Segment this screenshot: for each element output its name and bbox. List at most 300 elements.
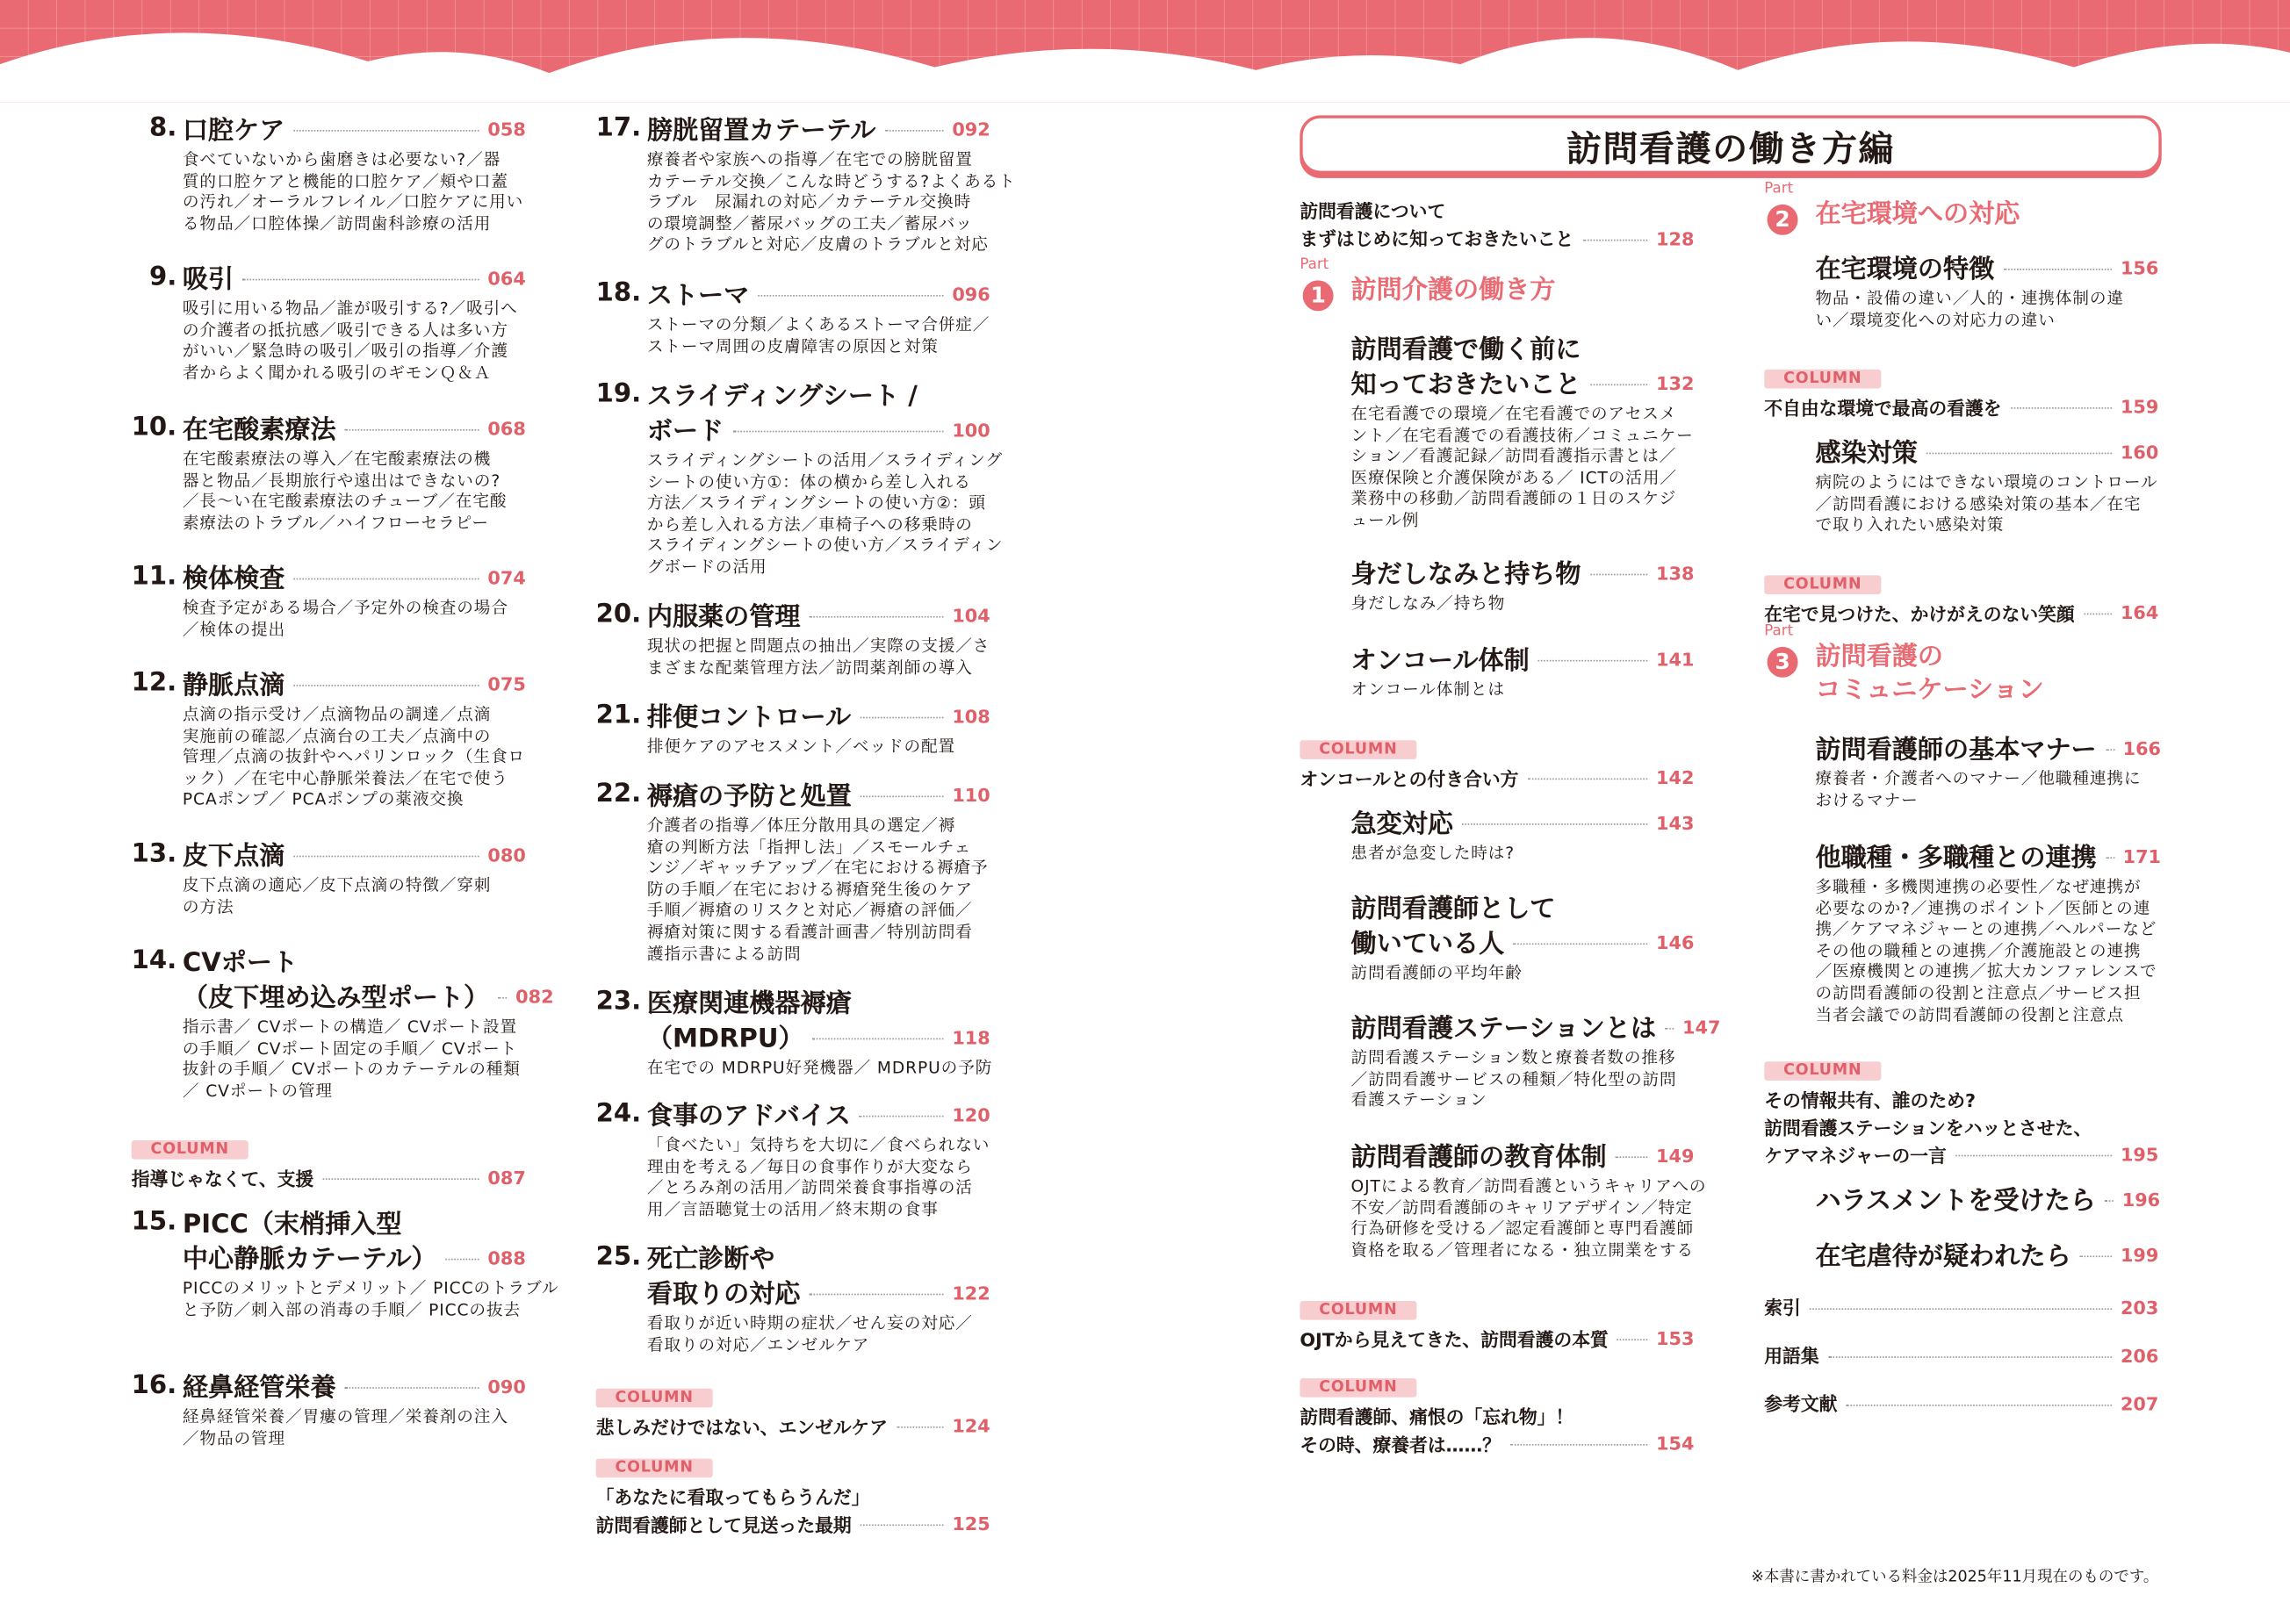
chapter-entry[interactable] — [595, 1096, 990, 1221]
entry-title-line — [647, 597, 990, 632]
page-number: 104 — [952, 603, 990, 626]
page-number: 138 — [1656, 561, 1695, 584]
page-number: 092 — [952, 117, 990, 140]
part-title — [1815, 640, 2158, 708]
chapter-entry[interactable] — [595, 777, 990, 966]
entry-title: 知っておきたいこと — [1350, 370, 1581, 399]
entry-title-line — [647, 1096, 990, 1132]
entry-title-line — [647, 1275, 990, 1310]
backmatter-entry[interactable] — [1764, 1293, 2158, 1321]
description-line: グのトラブルと対応／皮膚のトラブルと対応 — [646, 235, 989, 255]
entry-title: ハラスメントを受けたら — [1815, 1186, 2096, 1216]
entry-title-line — [183, 943, 526, 978]
description-line: 護指示書による訪問 — [646, 944, 802, 964]
part-title-line: コミュニケーション — [1815, 675, 2044, 705]
chapter-entry[interactable] — [131, 410, 526, 535]
section-entry[interactable] — [1350, 1009, 1721, 1112]
description-line: 排便ケアのアセスメント／ベッドの配置 — [646, 737, 956, 757]
entry-title-line — [647, 1019, 990, 1054]
description-line: ック）／在宅中心静脈栄養法／在宅で使う — [182, 769, 508, 788]
chapter-entry[interactable] — [131, 943, 554, 1103]
entry-title: 訪問看護師、痛恨の「忘れ物」！ — [1300, 1405, 1574, 1427]
entry-title: 経鼻経管栄養 — [182, 1373, 336, 1403]
entry-title-line — [1300, 224, 1694, 252]
chapter-number: 16. — [131, 1370, 177, 1401]
section-entry[interactable] — [1815, 1237, 2158, 1272]
entry-title: 指導じゃなくて、支援 — [131, 1167, 314, 1189]
description-line: 現状の把握と問題点の抽出／実際の支援／さ — [646, 636, 990, 656]
dotted-leader — [293, 129, 479, 131]
description-line: ／物品の管理 — [182, 1428, 286, 1448]
entry-title-line — [1351, 365, 1695, 400]
section-entry[interactable] — [1815, 249, 2158, 331]
chapter-number: 23. — [595, 987, 642, 1017]
page-number: 125 — [952, 1513, 990, 1535]
entry-description — [1815, 878, 2158, 1027]
dotted-leader — [322, 1178, 479, 1180]
description-line: ／訪問看護における感染対策の基本／在宅 — [1815, 494, 2142, 514]
part-heading — [1764, 622, 2158, 708]
page-number: 120 — [952, 1103, 990, 1125]
scalloped-header-banner — [0, 0, 2290, 102]
section-entry[interactable] — [1815, 730, 2162, 812]
part-title-line: 訪問看護の — [1815, 642, 1944, 672]
entry-title-line — [1351, 804, 1695, 839]
description-line: PCAポンプ／ PCAポンプの薬液交換 — [182, 790, 464, 810]
entry-title-line — [183, 559, 526, 594]
entry-description — [1351, 964, 1695, 985]
chapter-entry[interactable] — [148, 111, 526, 235]
dotted-leader — [1509, 1444, 1647, 1446]
entry-description — [647, 1314, 990, 1357]
entry-description — [647, 315, 990, 358]
description-line: グボードの活用 — [646, 557, 767, 577]
entry-title: 不自由な環境で最高の看護を — [1764, 396, 2002, 419]
entry-title: オンコール体制 — [1350, 646, 1530, 676]
entry-title: 吸引 — [182, 264, 234, 295]
chapter-entry[interactable] — [148, 260, 526, 384]
description-line: OJTによる教育／訪問看護というキャリアへの — [1350, 1176, 1707, 1196]
entry-title-line — [1351, 555, 1695, 590]
page-number: 122 — [952, 1281, 990, 1304]
entry-title-line — [1764, 1112, 2158, 1140]
column-badge: COLUMN — [1300, 740, 1416, 759]
description-line: 検査予定がある場合／予定外の検査の場合 — [182, 598, 508, 618]
dotted-leader — [1665, 1027, 1674, 1029]
description-line: 物品・設備の違い／人的・連携体制の違 — [1815, 289, 2124, 308]
description-line: 「食べたい」気持ちを大切に／食べられない — [646, 1136, 990, 1155]
page-number: 160 — [2120, 440, 2159, 463]
entry-description — [1815, 473, 2158, 537]
entry-description — [1351, 594, 1695, 615]
entry-title-line — [647, 111, 990, 146]
description-line: 在宅での MDRPU好発機器／ MDRPUの予防 — [646, 1058, 993, 1078]
entry-title: 索引 — [1764, 1297, 1801, 1319]
section-entry[interactable] — [1815, 838, 2162, 1027]
column-entry[interactable] — [1300, 1369, 1694, 1457]
page-number: 118 — [952, 1025, 990, 1048]
entry-description — [183, 599, 526, 642]
dotted-leader — [1462, 823, 1647, 824]
entry-title-line — [1815, 249, 2158, 284]
entry-title-line — [1764, 392, 2158, 420]
description-line: 訪問看護ステーション数と療養者数の推移 — [1350, 1048, 1676, 1067]
description-line: の方法 — [182, 897, 234, 916]
chapter-entry[interactable] — [595, 597, 990, 679]
entry-title: （MDRPU） — [646, 1024, 804, 1054]
dotted-leader — [1617, 1339, 1647, 1340]
section-entry[interactable] — [1815, 434, 2158, 537]
section-entry[interactable] — [1351, 641, 1695, 701]
description-line: 素療法のトラブル／ハイフローセラピー — [182, 514, 489, 533]
entry-description — [647, 816, 990, 966]
description-line: 管理／点滴の抜針やヘパリンロック（生食ロ — [182, 747, 526, 767]
dotted-leader — [897, 1426, 943, 1428]
description-line: 携／ケアマネジャーとの連携／ヘルパーなど — [1815, 920, 2157, 939]
part-label: Part — [1764, 622, 1794, 639]
description-line: 必要なのか?／連携のポイント／医師との連 — [1815, 898, 2151, 918]
dotted-leader — [1828, 1355, 2112, 1357]
entry-title-line — [1350, 1009, 1721, 1044]
chapter-entry[interactable] — [131, 665, 526, 811]
entry-title-line — [1351, 1138, 1695, 1173]
description-line: 多職種・多機関連携の必要性／なぜ連携が — [1815, 877, 2142, 897]
intro-entry[interactable] — [1300, 197, 1694, 252]
entry-title-line — [1815, 1182, 2161, 1217]
entry-description — [647, 1136, 990, 1221]
entry-title: 訪問看護について — [1300, 199, 1446, 222]
column-badge: COLUMN — [132, 1140, 248, 1160]
chapter-entry[interactable] — [595, 1240, 990, 1356]
section-entry[interactable] — [1351, 889, 1695, 985]
entry-title: 口腔ケア — [182, 116, 285, 146]
entry-title: ケアマネジャーの一言 — [1764, 1144, 1947, 1167]
column-badge: COLUMN — [1300, 1301, 1416, 1320]
entry-description — [1815, 289, 2158, 332]
description-line: 在宅酸素療法の導入／在宅酸素療法の機 — [182, 449, 492, 469]
page-number: 156 — [2120, 255, 2159, 278]
entry-title: 在宅酸素療法 — [182, 415, 336, 445]
description-line: 実施前の確認／点滴台の工夫／点滴中の — [182, 726, 492, 746]
entry-title: 用語集 — [1764, 1344, 1819, 1367]
dotted-leader — [498, 996, 507, 998]
description-line: 者からよく聞かれる吸引のギモンＱ＆Ａ — [182, 363, 492, 383]
description-line: ／とろみ剤の活用／訪問栄養食事指導の活 — [646, 1178, 973, 1198]
description-line: ／医療機関との連携／拡大カンファレンスで — [1815, 962, 2157, 982]
entry-title-line — [596, 1482, 990, 1510]
entry-title: その情報共有、誰のため? — [1764, 1088, 1977, 1110]
entry-title-line — [647, 777, 990, 812]
entry-title-line — [1351, 924, 1695, 959]
entry-title: 「あなたに看取ってもらうんだ」 — [595, 1485, 870, 1508]
description-line: 器と物品／長期旅行や遠出はできないの? — [182, 471, 501, 491]
backmatter-entry[interactable] — [1764, 1341, 2158, 1369]
column-badge: COLUMN — [1764, 370, 1881, 389]
entry-title-line — [1300, 1325, 1694, 1353]
chapter-entry[interactable] — [595, 984, 993, 1080]
footnote: ※本書に書かれている料金は2025年11月現在のものです。 — [1751, 1568, 2159, 1586]
description-line: ／長〜い在宅酸素療法のチューブ／在宅酸 — [182, 492, 508, 512]
column-entry[interactable] — [596, 1450, 990, 1538]
description-line: 不安／訪問看護師のキャリアデザイン／特定 — [1350, 1197, 1693, 1218]
description-line: スライディングシートの活用／スライディング — [646, 450, 1003, 471]
dotted-leader — [345, 1386, 479, 1388]
section-entry[interactable] — [1815, 1182, 2161, 1217]
page-number: 064 — [487, 266, 526, 289]
dotted-leader — [2106, 748, 2114, 750]
chapter-number: 11. — [131, 562, 177, 592]
page-number: 207 — [2120, 1391, 2159, 1414]
chapter-number: 22. — [595, 780, 642, 809]
entry-title-line — [182, 978, 554, 1013]
page-number: 132 — [1656, 371, 1695, 394]
description-line: ／検体の提出 — [182, 620, 286, 639]
description-line: ション／看護記録／訪問看護指示書とは／ — [1350, 447, 1677, 466]
column-title — [1764, 1085, 2158, 1168]
description-line: 療養者・介護者へのマナー／他職種連携に — [1815, 769, 2142, 789]
entry-description — [1351, 844, 1695, 865]
description-line: ラブル 尿漏れの対応／カテーテル交換時 — [646, 192, 972, 212]
description-line: の訪問看護師の役割と注意点／サービス担 — [1815, 984, 2142, 1003]
dotted-leader — [1538, 659, 1647, 661]
entry-title: 排便コントロール — [646, 702, 852, 733]
entry-title: その時、療養者は……？ — [1300, 1433, 1501, 1455]
description-line: る物品／口腔体操／訪問歯科診療の活用 — [182, 214, 492, 234]
entry-title-line — [1764, 1293, 2158, 1321]
dotted-leader — [809, 615, 943, 617]
description-line: 業務中の移動／訪問看護師の１日のスケジ — [1350, 489, 1677, 509]
entry-title-line — [183, 1240, 526, 1275]
part-number-circle-icon: 1 — [1303, 280, 1334, 311]
page-number: 090 — [487, 1374, 526, 1397]
column-title — [1300, 764, 1694, 792]
description-line: 瘡の判断方法「指押し法」／スモールチェ — [646, 837, 972, 857]
entry-title-line — [1764, 1390, 2158, 1418]
chapter-entry[interactable] — [131, 1204, 559, 1321]
description-line: スライディングシートの使い方／スライディン — [646, 536, 1004, 556]
chapter-entry[interactable] — [131, 559, 526, 641]
entry-description — [646, 450, 1004, 579]
dotted-leader — [1527, 779, 1647, 780]
dotted-leader — [2106, 857, 2114, 859]
chapter-entry[interactable] — [131, 1369, 526, 1450]
page-number: 128 — [1656, 226, 1695, 249]
column-entry[interactable] — [596, 1380, 990, 1440]
entry-title: 医療関連機器褥瘡 — [646, 988, 852, 1019]
entry-description — [183, 150, 526, 235]
entry-description — [646, 150, 1016, 256]
part-title — [1351, 274, 1695, 307]
entry-title: オンコールとの付き合い方 — [1300, 767, 1519, 790]
column-title — [1764, 392, 2158, 420]
entry-title: 悲しみだけではない、エンゼルケア — [595, 1415, 888, 1438]
chapter-entry[interactable] — [131, 837, 526, 918]
dotted-leader — [1616, 1156, 1647, 1158]
entry-title-line — [1351, 889, 1695, 924]
page-number: 088 — [487, 1246, 526, 1268]
column-title — [596, 1412, 990, 1440]
page-number: 087 — [487, 1166, 526, 1189]
description-line: 身だしなみ／持ち物 — [1350, 593, 1506, 614]
dotted-leader — [758, 294, 943, 296]
description-line: の手順／ CVポート固定の手順／ CVポート — [182, 1038, 518, 1059]
dotted-leader — [2084, 614, 2112, 615]
page-number: 142 — [1656, 766, 1695, 789]
entry-title: 在宅環境の特徴 — [1815, 255, 1995, 284]
dotted-leader — [809, 1293, 943, 1295]
page-number: 153 — [1656, 1326, 1695, 1349]
page-number: 146 — [1656, 931, 1695, 953]
entry-title-line — [183, 1204, 526, 1240]
column-entry[interactable] — [132, 1132, 526, 1191]
entry-title: 膀胱留置カテーテル — [646, 116, 876, 146]
description-line: カテーテル交換／こんな時どうする?よくあるト — [646, 171, 1016, 191]
entry-title: 感染対策 — [1815, 438, 1918, 469]
description-line: ント／在宅看護での看護技術／コミュニケー — [1350, 426, 1694, 445]
entry-description — [183, 449, 526, 535]
description-line: 療養者や家族への指導／在宅での膀胱留置 — [646, 150, 973, 169]
entry-title-line — [1815, 838, 2162, 873]
chapter-entry[interactable] — [595, 111, 1016, 256]
description-line: おけるマナー — [1815, 790, 1919, 810]
part-label: Part — [1764, 180, 1794, 197]
description-line: 在宅看護での環境／在宅看護でのアセスメ — [1350, 404, 1677, 424]
entry-title-line — [647, 412, 990, 447]
dotted-leader — [446, 1258, 479, 1260]
dotted-leader — [884, 129, 943, 131]
entry-title: CVポート — [182, 948, 299, 978]
page-number: 149 — [1656, 1144, 1695, 1167]
column-badge: COLUMN — [596, 1459, 713, 1478]
section-entry[interactable] — [1351, 330, 1695, 532]
section-entry[interactable] — [1351, 555, 1695, 615]
column-entry[interactable] — [1764, 566, 2158, 626]
entry-title: スライディングシート / — [646, 381, 918, 412]
part-heading — [1300, 255, 1694, 308]
dotted-leader — [1810, 1307, 2112, 1309]
dotted-leader — [293, 684, 479, 686]
column-entry[interactable] — [1300, 731, 1694, 791]
chapter-number: 15. — [131, 1207, 177, 1237]
entry-description — [1351, 405, 1695, 533]
description-line: 病院のようにはできない環境のコントロール — [1815, 472, 2158, 492]
entry-title-line — [1815, 434, 2158, 469]
section-title: 訪問看護の働き方編 — [1566, 127, 1896, 169]
page-number: 143 — [1656, 810, 1695, 833]
chapter-number: 19. — [595, 379, 642, 409]
column-entry[interactable] — [1764, 1053, 2158, 1168]
page-number: 108 — [952, 704, 990, 727]
entry-title-line — [647, 698, 990, 733]
part-title — [1815, 198, 2158, 231]
entry-title-line — [183, 1369, 526, 1404]
description-line: 患者が急変した時は? — [1350, 844, 1516, 864]
entry-title: 他職種・多職種との連携 — [1815, 843, 2097, 873]
chapter-number: 13. — [131, 839, 177, 869]
page-number: 206 — [2120, 1344, 2159, 1367]
description-line: 看取りが近い時期の症状／せん妄の対応／ — [646, 1313, 973, 1333]
page-number: 082 — [515, 984, 554, 1007]
description-line: から差し入れる方法／車椅子への移乗時の — [646, 514, 973, 535]
entry-title-line — [1815, 730, 2162, 765]
dotted-leader — [732, 430, 943, 432]
description-line: 抜針の手順／ CVポートのカテーテルの種類 — [182, 1060, 521, 1080]
description-line: 経鼻経管栄養／胃瘻の管理／栄養剤の注入 — [182, 1407, 508, 1427]
entry-title-line — [183, 111, 526, 146]
page-number: 110 — [952, 783, 990, 806]
dotted-leader — [293, 855, 479, 857]
page-number: 124 — [952, 1414, 990, 1437]
description-line: い／環境変化への対応力の違い — [1815, 310, 2056, 330]
entry-title: （皮下埋め込み型ポート） — [182, 983, 490, 1013]
dotted-leader — [1582, 239, 1647, 241]
page-number: 068 — [487, 416, 526, 439]
entry-title-line — [647, 1240, 990, 1275]
entry-title-line — [183, 410, 526, 445]
chapter-entry[interactable] — [595, 276, 990, 357]
chapter-number: 25. — [595, 1242, 642, 1272]
page-number: 147 — [1682, 1015, 1721, 1038]
section-entry[interactable] — [1351, 804, 1695, 865]
entry-title: PICC（末梢挿入型 — [182, 1210, 402, 1240]
column-entry[interactable] — [1764, 361, 2158, 420]
entry-description — [182, 1279, 559, 1322]
entry-title: 静脈点滴 — [182, 671, 285, 701]
entry-title: 働いている人 — [1350, 929, 1505, 959]
entry-description — [647, 737, 990, 758]
chapter-entry[interactable] — [595, 698, 990, 758]
section-entry[interactable] — [1350, 1138, 1707, 1262]
page-number: 058 — [487, 117, 526, 140]
column-title — [132, 1164, 526, 1192]
description-line: 看護ステーション — [1350, 1090, 1487, 1110]
description-line: 看取りの対応／エンゼルケア — [646, 1335, 870, 1355]
backmatter-entry[interactable] — [1764, 1390, 2158, 1418]
page-number: 075 — [487, 672, 526, 694]
dotted-leader — [1590, 573, 1648, 575]
description-line: ／訪問看護サービスの種類／特化型の訪問 — [1350, 1069, 1677, 1089]
description-line: ／ CVポートの管理 — [182, 1081, 333, 1101]
description-line: その他の職種との連携／介護施設との連携 — [1815, 941, 2142, 961]
chapter-number: 24. — [595, 1099, 642, 1129]
entry-title: 看取りの対応 — [646, 1279, 801, 1310]
entry-description — [646, 1058, 993, 1080]
description-line: 点滴の指示受け／点滴物品の調達／点滴 — [182, 705, 492, 724]
dotted-leader — [860, 716, 943, 718]
entry-title-line — [1351, 641, 1695, 676]
entry-description — [1351, 1048, 1695, 1112]
description-line: 医療保険と介護保険がある／ ICTの活用／ — [1350, 468, 1677, 488]
entry-title-line — [183, 260, 526, 295]
page-number: 159 — [2120, 395, 2159, 418]
entry-description — [183, 1407, 526, 1450]
entry-description — [1350, 1176, 1707, 1262]
column-entry[interactable] — [1300, 1292, 1694, 1352]
entry-description — [647, 636, 990, 679]
entry-title: まずはじめに知っておきたいこと — [1300, 227, 1574, 250]
description-line: 吸引に用いる物品／誰が吸引する?／吸引へ — [182, 298, 518, 319]
entry-title-line — [1764, 1085, 2158, 1113]
section-title-box — [1300, 115, 2161, 174]
page-number: 199 — [2120, 1243, 2159, 1266]
page-number: 164 — [2120, 601, 2159, 624]
description-line: オンコール体制とは — [1350, 680, 1505, 700]
column-title — [1300, 1325, 1694, 1353]
description-line: 当者会議での訪問看護師の役割と注意点 — [1815, 1005, 2124, 1024]
description-line: の汚れ／オーラルフレイル／口腔ケアに用い — [182, 192, 524, 212]
description-line: で取り入れたい感染対策 — [1815, 515, 2005, 535]
chapter-entry[interactable] — [595, 377, 1004, 578]
